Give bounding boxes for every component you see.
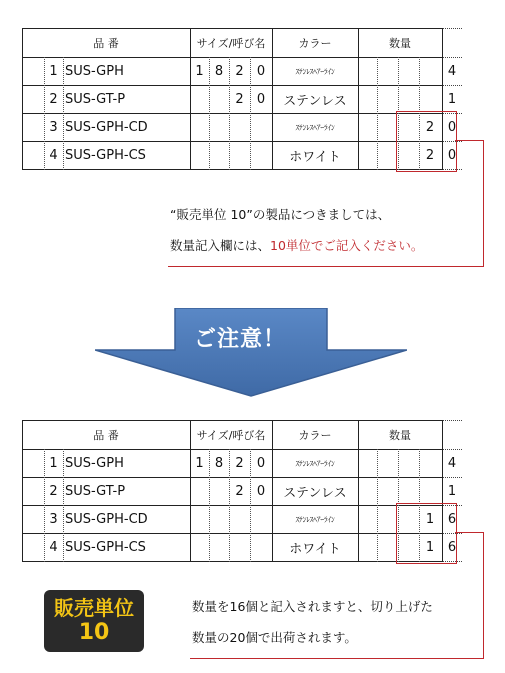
color-name: ｽﾃﾝﾚｽﾍｱｰﾗｲﾝ bbox=[295, 514, 335, 524]
size-digit bbox=[229, 113, 250, 141]
size-digit: 0 bbox=[256, 455, 266, 471]
product-code: SUS-GPH bbox=[65, 63, 124, 79]
qty-ones-digit: 6 bbox=[447, 539, 457, 555]
col-divider-dotted bbox=[377, 57, 378, 170]
highlight-box-qty-after bbox=[396, 503, 457, 564]
size-digit bbox=[190, 533, 209, 561]
qty-ones-digit: 4 bbox=[447, 455, 457, 471]
product-code: SUS-GT-P bbox=[65, 91, 126, 107]
row-number: 2 bbox=[49, 483, 58, 499]
row-number: 4 bbox=[49, 539, 58, 555]
size-digit bbox=[209, 113, 229, 141]
qty-tens-digit: 2 bbox=[425, 119, 435, 135]
header-qty: 数量 bbox=[389, 36, 411, 50]
note-line: “販売単位 10”の製品につきましては、 bbox=[170, 207, 391, 222]
qty-ones-digit: 6 bbox=[447, 511, 457, 527]
size-digit bbox=[250, 141, 272, 169]
note-line bbox=[170, 230, 423, 261]
qty-tens-digit: 1 bbox=[425, 539, 435, 555]
header-color: カラー bbox=[298, 428, 332, 442]
color-name: ホワイト bbox=[289, 541, 341, 557]
size-digit bbox=[209, 505, 229, 533]
size-digit: 1 bbox=[195, 455, 204, 471]
sales-unit-badge bbox=[44, 590, 144, 652]
caution-label: ご注意！ bbox=[193, 327, 286, 352]
product-code: SUS-GPH-CD bbox=[65, 511, 148, 527]
qty-tens-digit bbox=[419, 57, 441, 85]
row-divider-dotted bbox=[442, 28, 462, 29]
color-name: ステンレス bbox=[283, 93, 347, 109]
header-size: サイズ/呼び名 bbox=[196, 428, 266, 442]
row-number: 1 bbox=[49, 455, 58, 471]
product-code: SUS-GT-P bbox=[65, 483, 126, 499]
row-divider-dotted bbox=[442, 420, 462, 421]
size-digit bbox=[190, 141, 209, 169]
callout-line bbox=[455, 140, 483, 141]
color-name: ｽﾃﾝﾚｽﾍｱｰﾗｲﾝ bbox=[295, 458, 335, 468]
size-digit: 8 bbox=[214, 455, 224, 471]
qty-ones-digit: 1 bbox=[447, 483, 457, 499]
size-digit: 2 bbox=[235, 91, 244, 107]
header-item: 品 番 bbox=[93, 428, 119, 442]
header-size: サイズ/呼び名 bbox=[196, 36, 266, 50]
size-digit bbox=[209, 141, 229, 169]
size-digit bbox=[250, 113, 272, 141]
size-digit: 0 bbox=[256, 91, 266, 107]
badge-value: 10 bbox=[78, 620, 110, 645]
qty-ones-digit: 4 bbox=[447, 63, 457, 79]
qty-tens-digit: 2 bbox=[425, 147, 435, 163]
note-line: 数量の20個で出荷されます。 bbox=[192, 630, 357, 645]
size-digit: 1 bbox=[195, 63, 204, 79]
row-number: 4 bbox=[49, 147, 58, 163]
header-item: 品 番 bbox=[93, 36, 119, 50]
size-digit bbox=[209, 477, 229, 505]
row-divider bbox=[22, 561, 442, 562]
note-line: 数量を16個と記入されますと、切り上げた bbox=[192, 599, 433, 614]
row-number: 3 bbox=[49, 511, 58, 527]
row-number: 2 bbox=[49, 91, 58, 107]
callout-line bbox=[483, 140, 484, 267]
size-digit bbox=[190, 85, 209, 113]
qty-tens-digit: 1 bbox=[425, 511, 435, 527]
size-digit bbox=[190, 477, 209, 505]
note-text: 数量記入欄には、 bbox=[170, 238, 271, 253]
size-digit bbox=[250, 533, 272, 561]
size-digit bbox=[250, 505, 272, 533]
row-number: 3 bbox=[49, 119, 58, 135]
size-digit: 0 bbox=[256, 483, 266, 499]
highlight-box-qty-before bbox=[396, 111, 457, 172]
product-code: SUS-GPH bbox=[65, 455, 124, 471]
color-name: ｽﾃﾝﾚｽﾍｱｰﾗｲﾝ bbox=[295, 66, 335, 76]
qty-ones-digit: 0 bbox=[447, 147, 457, 163]
qty-ones-digit: 0 bbox=[447, 119, 457, 135]
qty-ones-digit: 1 bbox=[447, 91, 457, 107]
size-digit: 2 bbox=[235, 63, 244, 79]
size-digit: 2 bbox=[235, 455, 244, 471]
color-name: ｽﾃﾝﾚｽﾍｱｰﾗｲﾝ bbox=[295, 122, 335, 132]
qty-tens-digit bbox=[419, 85, 441, 113]
color-name: ホワイト bbox=[289, 149, 341, 165]
header-color: カラー bbox=[298, 36, 332, 50]
size-digit bbox=[209, 533, 229, 561]
row-divider bbox=[22, 169, 442, 170]
row-number: 1 bbox=[49, 63, 58, 79]
qty-tens-digit bbox=[419, 449, 441, 477]
size-digit bbox=[229, 533, 250, 561]
size-digit bbox=[190, 113, 209, 141]
callout-line bbox=[190, 658, 484, 659]
callout-line bbox=[168, 266, 484, 267]
badge-title: 販売単位 bbox=[54, 596, 134, 620]
size-digit: 0 bbox=[256, 63, 266, 79]
size-digit bbox=[229, 505, 250, 533]
note-sales-unit bbox=[170, 199, 423, 261]
size-digit: 8 bbox=[214, 63, 224, 79]
size-digit bbox=[229, 141, 250, 169]
note-rounding bbox=[192, 591, 433, 653]
size-digit bbox=[209, 85, 229, 113]
size-digit: 2 bbox=[235, 483, 244, 499]
product-code: SUS-GPH-CD bbox=[65, 119, 148, 135]
qty-tens-digit bbox=[419, 477, 441, 505]
callout-line bbox=[455, 532, 483, 533]
product-code: SUS-GPH-CS bbox=[65, 147, 146, 163]
color-name: ステンレス bbox=[283, 485, 347, 501]
product-code: SUS-GPH-CS bbox=[65, 539, 146, 555]
note-emphasis: 10単位でご記入ください。 bbox=[270, 238, 424, 253]
col-divider-dotted bbox=[377, 449, 378, 562]
size-digit bbox=[190, 505, 209, 533]
callout-line bbox=[483, 532, 484, 659]
header-qty: 数量 bbox=[389, 428, 411, 442]
